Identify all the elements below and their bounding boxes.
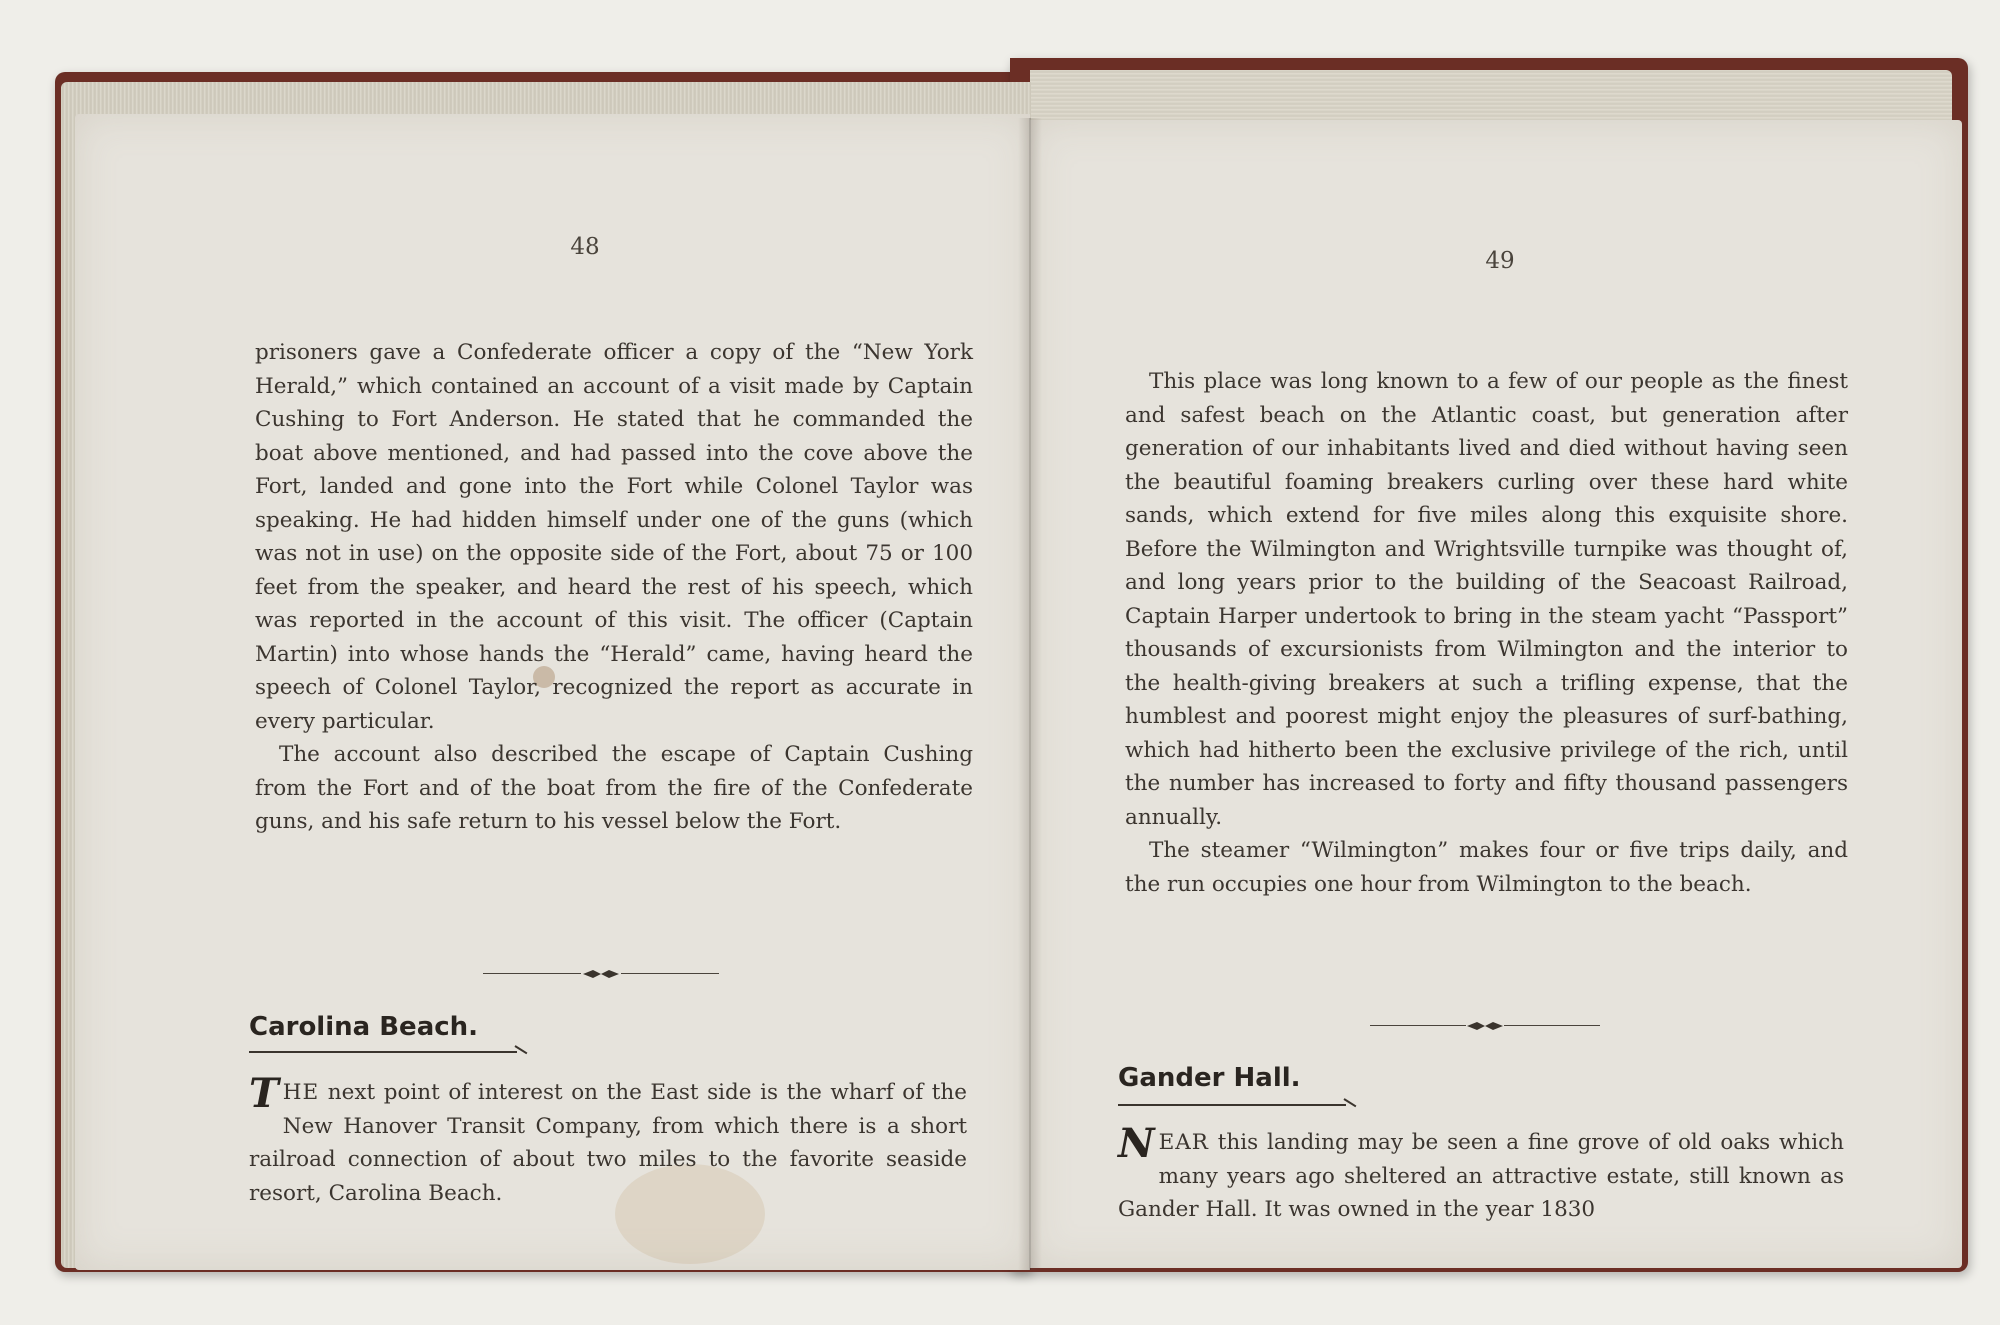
section-text bbox=[1118, 1120, 1844, 1227]
right-page bbox=[1030, 120, 1962, 1268]
heading-underline bbox=[1118, 1104, 1346, 1106]
left-body-text bbox=[255, 336, 973, 839]
section-paragraph: next point of interest on the East side is the wharf of the New Hanover Transit Company, from which there is a short railroad connection of about two miles to the favorite seaside resort, Carolina Beach. bbox=[249, 1080, 967, 1206]
section-text bbox=[249, 1070, 967, 1210]
section-ornament bbox=[1370, 1019, 1600, 1033]
section-ornament bbox=[483, 967, 719, 981]
drop-cap: N bbox=[1118, 1120, 1155, 1167]
right-body-text bbox=[1125, 365, 1848, 901]
section-paragraph: this landing may be seen a fine grove of old oaks which many years ago sheltered an attractive estate, still known as Gander Hall. It was owned in the year 1830 bbox=[1118, 1130, 1844, 1222]
paragraph: This place was long known to a few of our people as the finest and safest beach on the Atlantic coast, but generation after generation of our inhabitants lived and died without having seen the beautiful foaming breakers curling over these hard white sands, which extend for five miles along this exquisite shore. Before the Wilmington and Wrightsville turnpike was thought of, and long years prior to the building of the Seacoast Railroad, Captain Harper undertook to bring in the steam yacht “Passport” thousands of excursionists from Wilmington and the interior to the health-giving breakers at such a trifling expense, that the humblest and poorest might enjoy the pleasures of surf-bathing, which had hitherto been the exclusive privilege of the rich, until the number has increased to forty and fifty thousand passengers annually. bbox=[1125, 369, 1848, 830]
heading-underline bbox=[249, 1051, 517, 1053]
page-number: 49 bbox=[1485, 248, 1515, 274]
book-gutter bbox=[1018, 118, 1042, 1270]
page-number: 48 bbox=[570, 234, 600, 260]
paragraph: The steamer “Wilmington” makes four or five trips daily, and the run occupies one hour from Wilmington to the beach. bbox=[1125, 838, 1848, 897]
section-heading: Gander Hall. bbox=[1118, 1063, 1301, 1093]
paragraph: The account also described the escape of Captain Cushing from the Fort and of the boat from the fire of the Confederate guns, and his safe return to his vessel below the Fort. bbox=[255, 742, 973, 834]
drop-cap: T bbox=[249, 1070, 279, 1117]
paragraph: prisoners gave a Confederate officer a copy of the “New York Herald,” which contained an account of a visit made by Captain Cushing to Fort Anderson. He stated that he commanded the boat above mentioned, and had passed into the cove above the Fort, landed and gone into the Fort while Colonel Taylor was speaking. He had hidden himself under one of the guns (which was not in use) on the opposite side of the Fort, about 75 or 100 feet from the speaker, and heard the rest of his speech, which was reported in the account of this visit. The officer (Captain Martin) into whose hands the “Herald” came, having heard the speech of Colonel Taylor, recognized the report as accurate in every particular. bbox=[255, 340, 973, 734]
section-heading: Carolina Beach. bbox=[249, 1012, 479, 1042]
lead-word: HE bbox=[282, 1080, 320, 1105]
left-page bbox=[75, 114, 1030, 1270]
lead-word: EAR bbox=[1158, 1130, 1209, 1155]
open-book bbox=[55, 58, 1960, 1283]
